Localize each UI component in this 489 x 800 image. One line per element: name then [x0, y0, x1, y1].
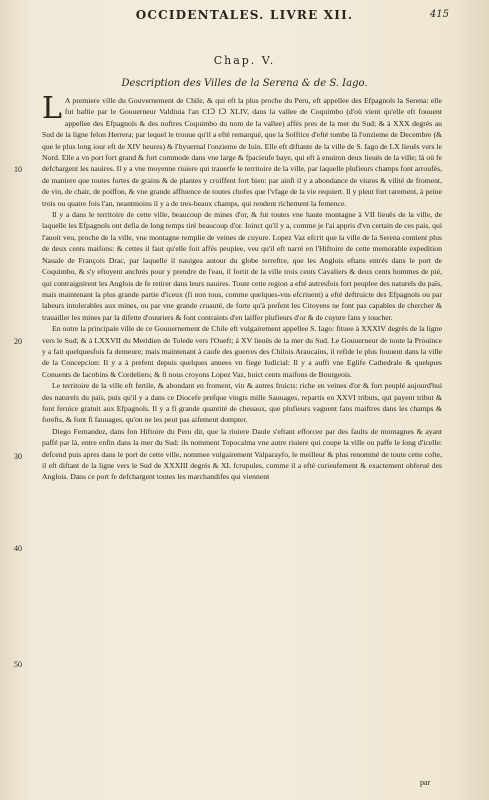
margin-line-number: 20	[14, 337, 22, 346]
page-number: 415	[429, 9, 449, 20]
paragraph: Il y a dans le territoire de cette ville, beaucoup de mines d'or, & fut toutes vne haute montagne à VII lieuës de la ville, de laquelle les Efpagnols ont defia de long temps tiré beaucoup d'or. Ioinct qu'il y a, comme je l'ai appris d'vn certain de ces pais, qui l'auoit veu, proche de la ville, vne montagne remplie de veines de cuyure. Lopez Vaz efcrit que la ville de la Serena contient plus de deux cents maifons: & cettes il faut qu'elle foit affés peuplee, veu qu'il eft narré en l'Hiftoire de cette memorable expedition Nauale de François Drac, par laquelle il nauigea autour du globe terreftre, que les Anglois eftans entrés dans le port de Coquimbo, & s'y eftoyent anchrés pour y prendre de l'eau, il fortit de la ville trois cents Cavaliers & deux cents hommes de pié, qui contraignirent les Anglois de fe retirer dans leurs nauires. Toute cette region a efté autresfois fort peuplee des naturels du païs, mais maintenant la plus grande partie d'iceux (fi non tous, comme quelques-vns efcriuent) a efté deftruicte des Efpagnols ou par labeurs intolerables aux mines, ou par vne grande cruauté, de forte qu'à prefent les Citoyens ne font pas capables de chercher & trauailler les mines par la difette d'ouuriers & font contraints d'en laiffer plufieurs d'or & de cuyure fans y toucher.	[42, 210, 442, 322]
margin-line-number: 10	[14, 165, 22, 174]
margin-line-number: 40	[14, 544, 22, 553]
paragraph: Diego Fernandez, dans fon Hiftoire du Peru dit, que la riuiere Daule s'eftant efforcee par des faults de montagnes & ayant paffé par là, entre enfin dans la mer du Sud: ils nomment Topocalma vne autre riuiere qui coupe la ville ou paffe le long d'icelle: defcend puis apres dans le port de cette ville, nommee vulgairement Valparayfo, le meilleur & plus renommé de toute cette cofte, il eft diftant de la ligne vers le Sud de XXXIII degrés & XL fcrupules, comme il a efté curieufement & exactement obferué des Anglois. Dans ce port fe defchargent toutes les marchandifes qui viennent	[42, 426, 442, 482]
paragraph: En outre la principale ville de ce Gouuernement de Chile eft vulgairement appellee S. Iago: fituee à XXXIV degrés de la ligne vers le Sud; & à LXXVII du Meridien de Tolede vers l'Oueft; à XV lieuës de la mer du Sud. Le Gouuerneur de toute la Prouince y a fait quelquesfois fa demeure; mais maintenant à caufe des guerres des Chilois Araucains, il refide le plus fouuent dans la ville de la Concepcion: Il y a à prefent depuis quelques annees vn fiege Iudicial: Il y a auffi vne Eglife Cathedrale & quelques Conuents de Iacobins & Cordeliers; & fi nous croyons Lopez Vaz, huict cents maifons de Bourgeois.	[42, 324, 442, 379]
chapter-heading: Chap. V.	[213, 54, 276, 67]
page-header	[80, 8, 449, 24]
drop-cap: L	[42, 91, 62, 126]
running-head: OCCIDENTALES. LIVRE XII.	[135, 8, 354, 22]
body-text	[42, 91, 442, 483]
paragraph	[42, 91, 442, 209]
margin-line-number: 50	[14, 660, 22, 669]
paragraph-text: A premiere ville du Gouvernement de Chile, & qui eft la plus proche du Peru, eft appellee des Efpagnols la Serena: elle fut baftie par le Gouuerneur Valdiuia l'an CIↃ IↃ XLIV, dans la vallee de Coquimbo (d'où vient qu'elle eft fouuent appellee des Efpagnols & des noftres Coquimbo du nom de la vallee) affés pres de la mer du Sud; & à XXX degrés au Sud de la ligne felon Herrera; par lequel le trouue qu'il a efté remarqué, que la Solftice d'efté tombe là l'onzieme de Decembre (& que le plus long iour eft de XIV heures) & l'hyuernal l'onzieme de Iuin. Elle eft diftante de la ville de S. Iago de LX lieuës vers le Nord. Elle a vn port fort grand & fort commode dans vne large & fpacieufe baye, qui eft à enuiron deux lieuës de la ville; là où fe defchargent les nauires. Il y a vne moyenne riuiere qui trauerfe le territoire de la ville, par laquelle plufieurs champs font arroufés, de maniere que toutes fortes de grains & de plantes y croiffent fort bien: par ainfi il y a abondance de viures & vilité de froment, de vin, de chair, de poiffon, & vne grande affluence de toutes chofes que l'vfage de la vie requiert. Il y pleut fort rarement, à peine trois ou quatre fois l'an, neantmoins il y a de tres-beaux champs, qui rendent richement la femence.	[42, 96, 442, 208]
margin-line-number: 30	[14, 452, 22, 461]
catchword: par	[420, 778, 431, 787]
paragraph: Le territoire de la ville eft fertile, & abondant en froment, vin & autres fruicts: riche en veines d'or & fort peuplé aujourd'hui des naturels du païs, puis qu'il y a dans ce Diocefe prefque vingts mille Sauuages, repartis en XXVI tributs, qui payent tribut & font feruice gratuit aux Efpagnols. Il y a fi grande quantité de cheuaux, que plufieurs vaguent fans maiftres dans les champs & forefts, & font fi fauuages, qu'on ne les peut pas aifement dompter.	[42, 381, 442, 425]
section-title: Description des Villes de la Serena & de S. Iago.	[121, 78, 368, 89]
